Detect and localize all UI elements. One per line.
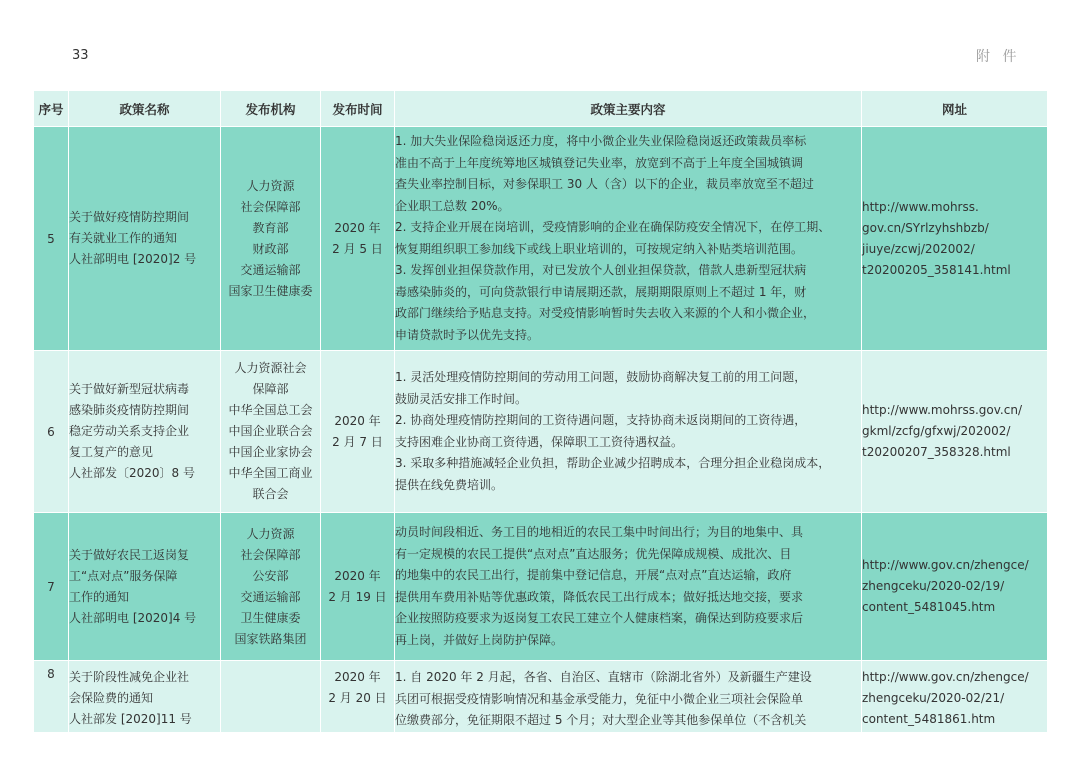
cell-date	[321, 127, 395, 351]
url-link-line[interactable]: http://www.gov.cn/zhengce/	[862, 670, 1029, 684]
date-line: 2020 年	[334, 413, 381, 428]
table-header-row	[34, 91, 1048, 127]
cell-no: 7	[34, 513, 69, 661]
issuer-line: 社会保障部	[240, 547, 301, 562]
cell-issuer	[221, 661, 321, 733]
url-link-line[interactable]: http://www.gov.cn/zhengce/	[862, 558, 1029, 572]
content-line: 1. 加大失业保险稳岗返还力度，将中小微企业失业保险稳岗返还政策裁员率标	[395, 134, 807, 148]
content-line: 1. 灵活处理疫情防控期间的劳动用工问题，鼓励协商解决复工前的用工问题，	[395, 370, 807, 384]
cell-content	[395, 351, 862, 513]
issuer-line: 人力资源社会	[234, 361, 307, 375]
cell-url	[862, 127, 1048, 351]
date-line: 2020 年	[334, 220, 381, 235]
url-link-line[interactable]: gkml/zcfg/gfxwj/202002/	[862, 424, 1011, 438]
page-number: 33	[72, 48, 89, 63]
content-line: 1. 自 2020 年 2 月起，各省、自治区、直辖市（除湖北省外）及新疆生产建设	[395, 670, 812, 684]
cell-url	[862, 661, 1048, 733]
content-line: 毒感染肺炎的，可向贷款银行申请展期还款，展期期限原则上不超过 1 年，财	[395, 284, 807, 299]
appendix-label: 附 件	[976, 49, 1021, 65]
date-line: 2 月 20 日	[328, 691, 387, 705]
policy-name-line: 复工复产的意见	[69, 445, 154, 459]
policy-name-line: 关于做好农民工返岗复	[69, 547, 190, 562]
cell-url	[862, 351, 1048, 513]
content-line: 申请贷款时予以优先支持。	[395, 327, 540, 342]
url-link-line[interactable]: content_5481861.htm	[862, 712, 996, 726]
cell-content	[395, 661, 862, 733]
header-date: 发布时间	[321, 91, 395, 127]
content-line: 动员时间段相近、务工目的地相近的农民工集中时间出行；为目的地集中、具	[395, 525, 804, 539]
policy-name-line: 人社部发〔2020〕8 号	[69, 466, 195, 480]
date-line: 2020 年	[334, 568, 381, 583]
content-line: 提供用车费用补贴等优惠政策，降低农民工出行成本；做好抵达地交接，要求	[395, 589, 804, 604]
url-link-line[interactable]: zhengceku/2020-02/21/	[862, 691, 1005, 705]
url-link-line[interactable]: gov.cn/SYrlzyhshbzb/	[862, 220, 989, 235]
issuer-line: 卫生健康委	[240, 610, 301, 625]
content-line: 支持困难企业协商工资待遇，保障职工工资待遇权益。	[395, 434, 684, 449]
policy-name-line: 有关就业工作的通知	[69, 231, 178, 245]
date-line: 2 月 19 日	[328, 589, 387, 604]
issuer-line: 人力资源	[246, 178, 295, 193]
header-url: 网址	[862, 91, 1048, 127]
header-policy-name: 政策名称	[69, 91, 221, 127]
issuer-line: 社会保障部	[240, 199, 301, 214]
cell-issuer	[221, 513, 321, 661]
cell-no: 5	[34, 127, 69, 351]
cell-no: 8	[34, 661, 69, 733]
table-row	[34, 513, 1048, 661]
content-line: 鼓励灵活安排工作时间。	[395, 391, 528, 406]
issuer-line: 中国企业联合会	[228, 424, 313, 438]
cell-date	[321, 351, 395, 513]
content-line: 2. 协商处理疫情防控期间的工资待遇问题，支持协商未返岗期间的工资待遇，	[395, 413, 807, 427]
content-line: 兵团可根据受疫情影响情况和基金承受能力，免征中小微企业三项社会保险单	[395, 691, 804, 706]
issuer-line: 保障部	[252, 382, 289, 396]
policy-name-line: 感染肺炎疫情防控期间	[69, 403, 190, 417]
policy-name-line: 工“点对点”服务保障	[69, 568, 178, 583]
table-row	[34, 661, 1048, 733]
policy-name-line: 关于阶段性减免企业社	[69, 670, 190, 684]
content-line: 3. 采取多种措施减轻企业负担，帮助企业减少招聘成本，合理分担企业稳岗成本，	[395, 456, 831, 470]
cell-issuer	[221, 351, 321, 513]
policy-name-line: 关于做好疫情防控期间	[69, 210, 190, 224]
date-line: 2 月 7 日	[332, 434, 383, 449]
date-line: 2 月 5 日	[332, 241, 383, 256]
content-line: 恢复期组织职工参加线下或线上职业培训的，可按规定纳入补贴类培训范围。	[395, 241, 804, 256]
policy-name-line: 关于做好新型冠状病毒	[69, 382, 190, 396]
issuer-line: 交通运输部	[240, 589, 301, 604]
issuer-line: 交通运输部	[240, 262, 301, 277]
header-issuer: 发布机构	[221, 91, 321, 127]
cell-content	[395, 513, 862, 661]
policy-table	[33, 90, 1048, 733]
cell-policy-name	[69, 513, 221, 661]
cell-url	[862, 513, 1048, 661]
content-line: 政部门继续给予贴息支持。对受疫情影响暂时失去收入来源的个人和小微企业，	[395, 306, 816, 320]
cell-date	[321, 513, 395, 661]
content-line: 提供在线免费培训。	[395, 477, 504, 492]
url-link-line[interactable]: t20200207_358328.html	[862, 445, 1011, 459]
content-line: 2. 支持企业开展在岗培训，受疫情影响的企业在确保防疫安全情况下，在停工期、	[395, 220, 831, 234]
content-line: 位缴费部分，免征期限不超过 5 个月；对大型企业等其他参保单位（不含机关	[395, 713, 807, 727]
url-link-line[interactable]: jiuye/zcwj/202002/	[862, 241, 975, 256]
issuer-line: 国家卫生健康委	[228, 283, 313, 298]
url-link-line[interactable]: http://www.mohrss.	[862, 199, 979, 214]
issuer-line: 中国企业家协会	[228, 445, 313, 459]
url-link-line[interactable]: zhengceku/2020-02/19/	[862, 579, 1005, 593]
issuer-line: 人力资源	[246, 526, 295, 541]
issuer-line: 教育部	[252, 220, 289, 235]
issuer-line: 中华全国工商业	[228, 466, 313, 480]
cell-policy-name	[69, 351, 221, 513]
content-line: 企业职工总数 20%。	[395, 198, 510, 213]
content-line: 有一定规模的农民工提供“点对点”直达服务；优先保障成规模、成批次、目	[395, 546, 792, 561]
table-row	[34, 351, 1048, 513]
policy-name-line: 稳定劳动关系支持企业	[69, 424, 190, 438]
issuer-line: 联合会	[252, 487, 289, 501]
content-line: 的地集中的农民工出行，提前集中登记信息，开展“点对点”直达运输，政府	[395, 568, 792, 582]
content-line: 准由不高于上年度统筹地区城镇登记失业率，放宽到不高于上年度全国城镇调	[395, 155, 804, 170]
header-no: 序号	[34, 91, 69, 127]
issuer-line: 中华全国总工会	[228, 403, 313, 417]
issuer-line: 公安部	[252, 568, 289, 583]
table-row	[34, 127, 1048, 351]
cell-issuer	[221, 127, 321, 351]
policy-name-line: 会保险费的通知	[69, 691, 154, 705]
url-link-line[interactable]: http://www.mohrss.gov.cn/	[862, 403, 1022, 417]
date-line: 2020 年	[334, 670, 381, 684]
issuer-line: 财政部	[252, 241, 289, 256]
policy-name-line: 工作的通知	[69, 589, 130, 604]
content-line: 再上岗，并做好上岗防护保障。	[395, 632, 564, 647]
header-content: 政策主要内容	[395, 91, 862, 127]
cell-content	[395, 127, 862, 351]
content-line: 企业按照防疫要求为返岗复工农民工建立个人健康档案，确保达到防疫要求后	[395, 611, 804, 625]
issuer-line: 国家铁路集团	[234, 631, 307, 646]
cell-policy-name	[69, 127, 221, 351]
policy-name-line: 人社部明电 [2020]4 号	[69, 610, 197, 625]
policy-name-line: 人社部发 [2020]11 号	[69, 712, 192, 726]
url-link-line[interactable]: t20200205_358141.html	[862, 262, 1011, 277]
content-line: 3. 发挥创业担保贷款作用，对已发放个人创业担保贷款，借款人患新型冠状病	[395, 263, 807, 277]
cell-no: 6	[34, 351, 69, 513]
cell-policy-name	[69, 661, 221, 733]
cell-date	[321, 661, 395, 733]
url-link-line[interactable]: content_5481045.htm	[862, 600, 996, 614]
content-line: 查失业率控制目标，对参保职工 30 人（含）以下的企业，裁员率放宽至不超过	[395, 177, 814, 191]
policy-name-line: 人社部明电 [2020]2 号	[69, 252, 197, 266]
